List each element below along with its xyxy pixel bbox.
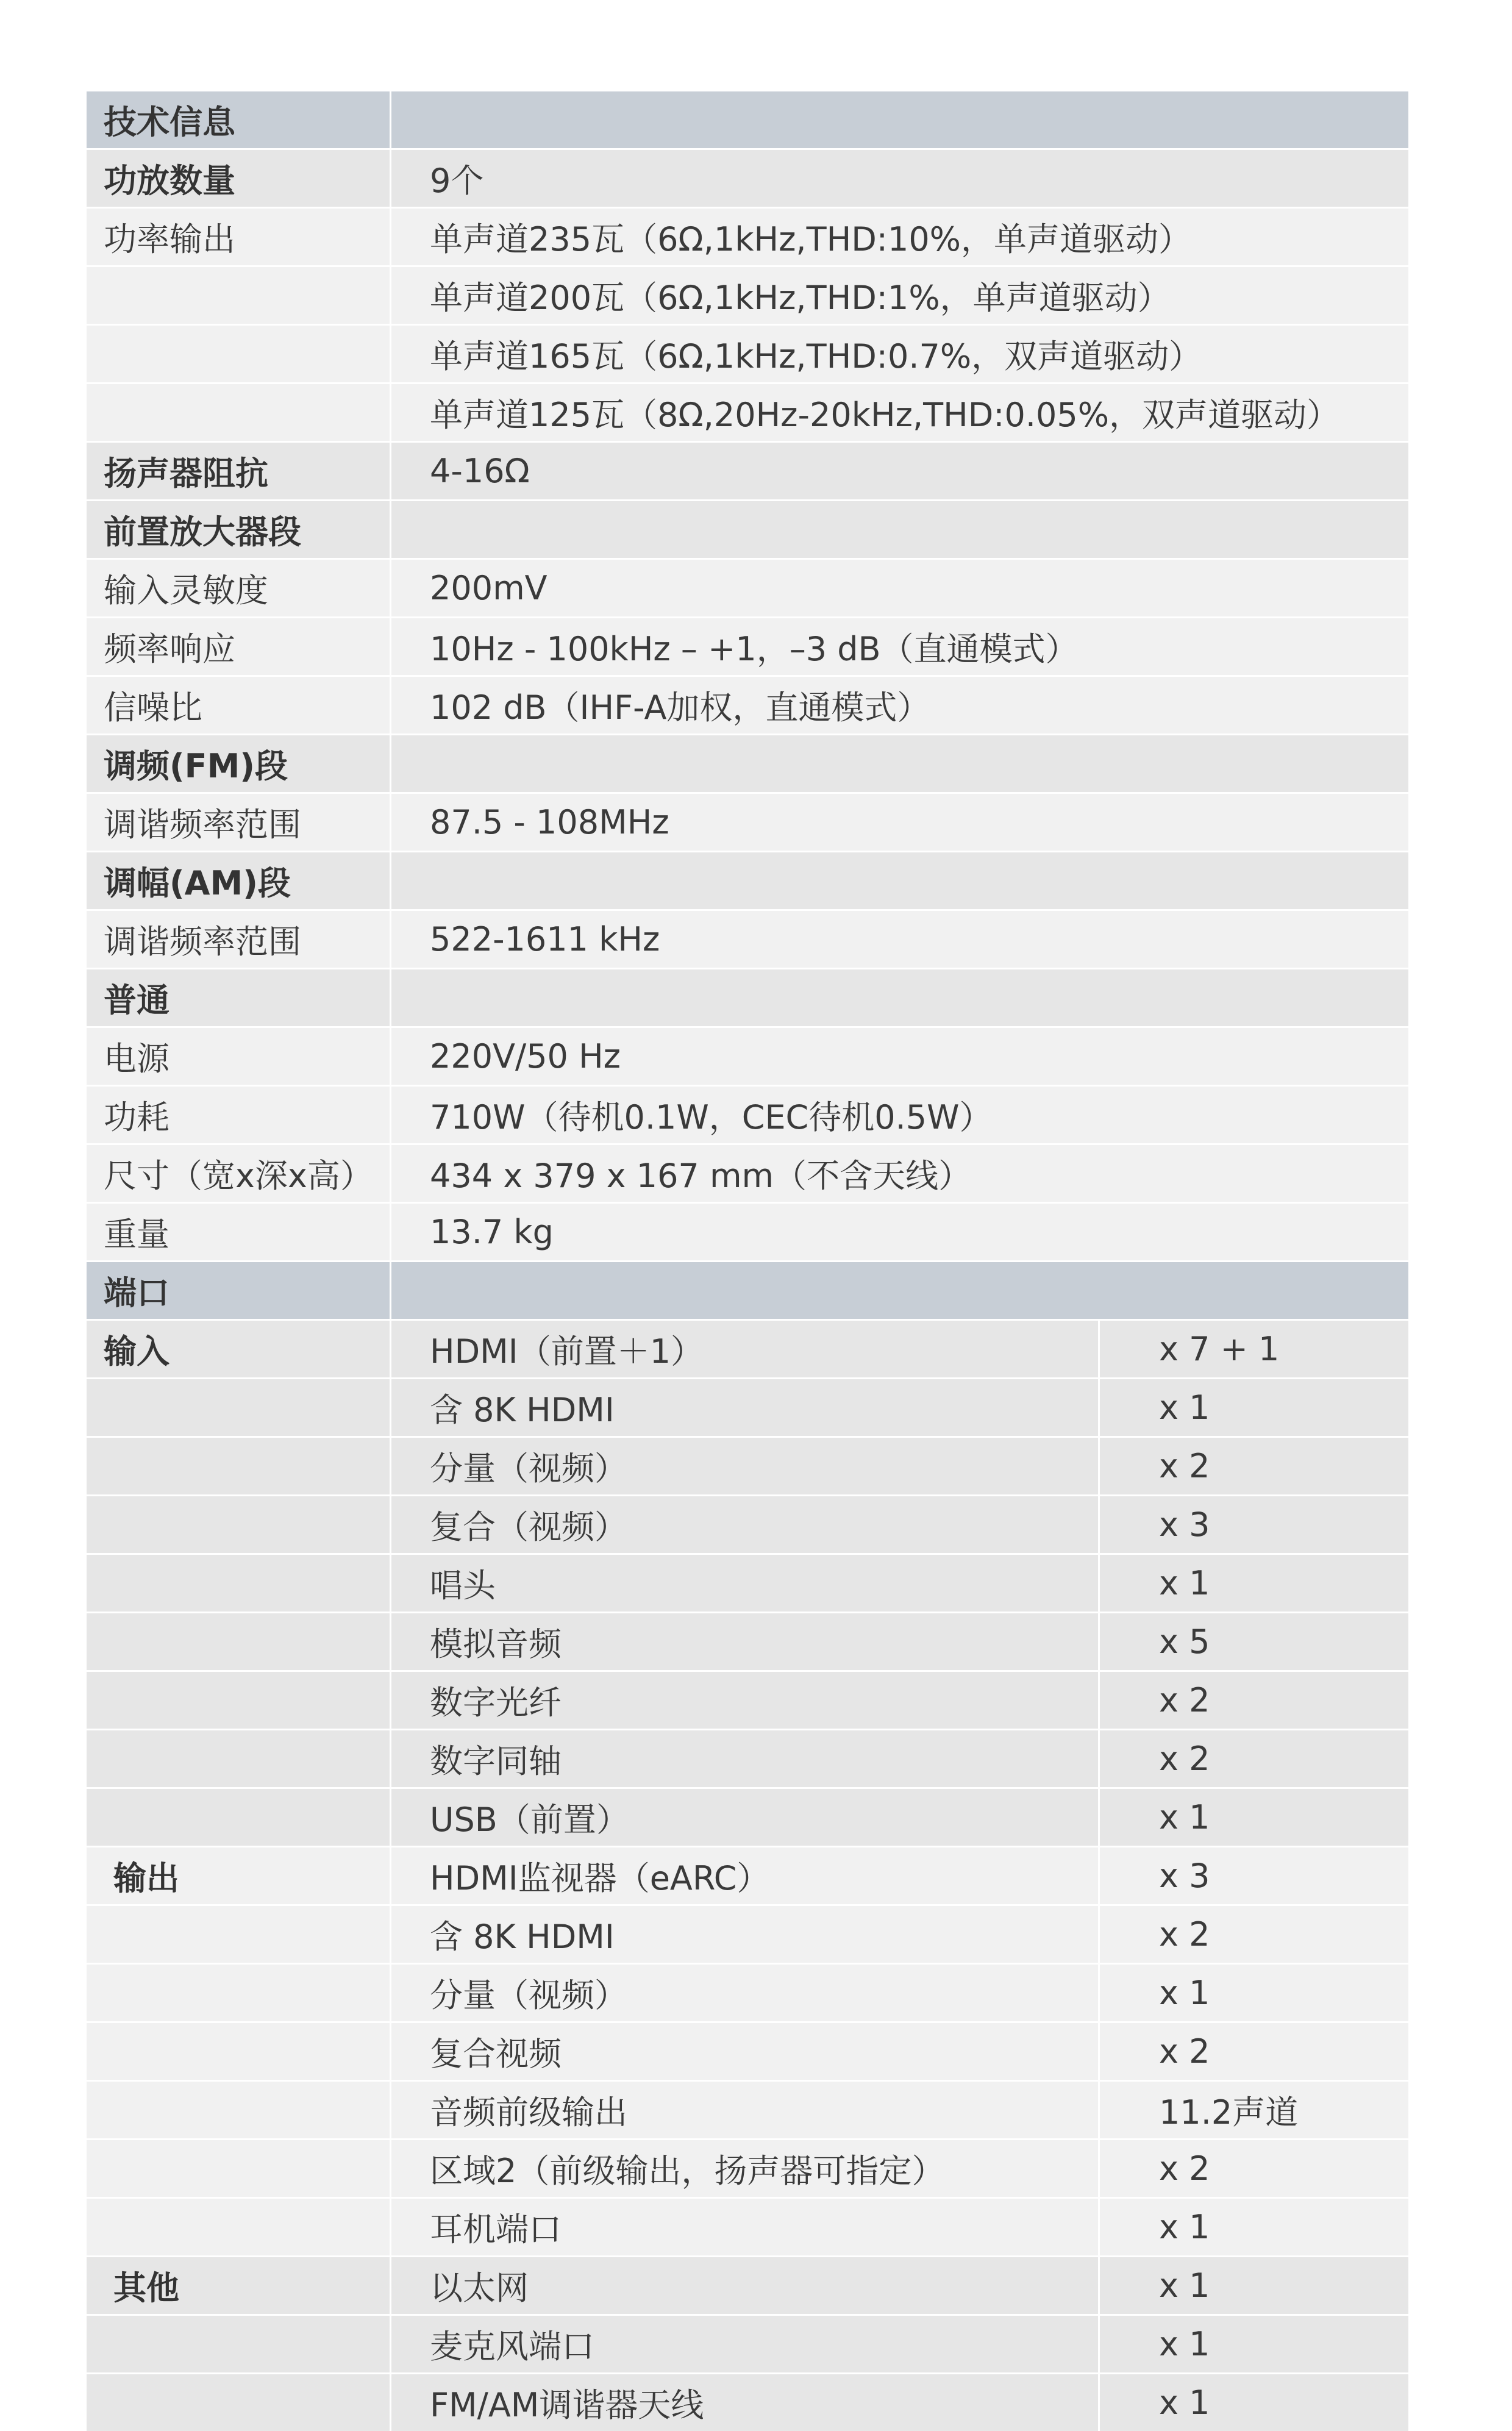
spec-label [87, 2316, 390, 2372]
spec-label [87, 384, 390, 441]
spec-value: 单声道235瓦（6Ω,1kHz,THD:10%，单声道驱动） [430, 220, 1191, 259]
spec-value [391, 735, 1408, 792]
spec-value: 麦克风端口 [430, 2327, 594, 2366]
spec-row [87, 1613, 1408, 1670]
spec-value: 含 8K HDMI [430, 1391, 615, 1429]
spec-value: 单声道200瓦（6Ω,1kHz,THD:1%，单声道驱动） [430, 279, 1171, 317]
spec-value: 710W（待机0.1W，CEC待机0.5W） [430, 1098, 993, 1137]
spec-value: 分量（视频） [430, 1976, 627, 2015]
spec-label [87, 1555, 390, 1612]
spec-value: HDMI监视器（eARC） [430, 1859, 770, 1897]
spec-quantity: x 3 [1159, 1857, 1210, 1895]
spec-label: 功耗 [104, 1098, 169, 1137]
spec-quantity: x 1 [1159, 1564, 1210, 1602]
spec-table [87, 91, 1408, 2431]
spec-label [87, 1438, 390, 1494]
spec-row [87, 1730, 1408, 1787]
spec-label [87, 1730, 390, 1787]
spec-quantity: x 2 [1159, 1740, 1210, 1778]
spec-value: 200mV [430, 569, 547, 607]
spec-label: 信噪比 [104, 688, 202, 727]
spec-value [391, 91, 1408, 148]
spec-label [87, 2023, 390, 2080]
section-header-row [87, 1262, 1408, 1319]
spec-label [87, 2082, 390, 2138]
spec-row [87, 1672, 1408, 1729]
spec-quantity: x 1 [1159, 2208, 1210, 2246]
spec-value: 220V/50 Hz [430, 1037, 621, 1076]
spec-row [87, 794, 1408, 851]
spec-label: 前置放大器段 [104, 513, 301, 551]
spec-value: 单声道125瓦（8Ω,20Hz-20kHz,THD:0.05%，双声道驱动） [430, 396, 1340, 434]
spec-value: 13.7 kg [430, 1213, 554, 1251]
spec-label [87, 267, 390, 324]
spec-row [87, 2316, 1408, 2372]
spec-label [87, 1613, 390, 1670]
spec-row [87, 2374, 1408, 2431]
spec-label [87, 1906, 390, 1963]
spec-value: 数字光纤 [430, 1683, 562, 1722]
spec-label: 功率输出 [104, 220, 235, 259]
spec-label: 其他 [113, 2269, 179, 2307]
spec-label: 输入 [104, 1332, 169, 1371]
spec-quantity: x 5 [1159, 1622, 1210, 1661]
spec-label [87, 2374, 390, 2431]
spec-row [87, 1204, 1408, 1260]
spec-label: 调幅(AM)段 [104, 864, 291, 902]
spec-label: 电源 [104, 1040, 169, 1078]
spec-label: 调谐频率范围 [104, 923, 301, 961]
spec-value: HDMI（前置＋1） [430, 1332, 704, 1371]
spec-row [87, 1496, 1408, 1553]
spec-value: 数字同轴 [430, 1742, 562, 1780]
spec-row [87, 2082, 1408, 2138]
spec-row [87, 1145, 1408, 1202]
spec-quantity: x 1 [1159, 1974, 1210, 2012]
spec-quantity: x 1 [1159, 1798, 1210, 1837]
spec-label: 调谐频率范围 [104, 805, 301, 844]
spec-row [87, 1965, 1408, 2021]
spec-row [87, 2140, 1408, 2197]
spec-row [87, 2199, 1408, 2255]
spec-row [87, 1087, 1408, 1143]
spec-quantity: x 1 [1159, 2325, 1210, 2363]
spec-row [87, 1379, 1408, 1436]
spec-label: 技术信息 [104, 103, 235, 141]
spec-label [87, 1496, 390, 1553]
spec-quantity: x 3 [1159, 1505, 1210, 1544]
spec-quantity: x 1 [1159, 2266, 1210, 2305]
spec-label [87, 1965, 390, 2021]
spec-value: 复合视频 [430, 2035, 562, 2073]
spec-value: 10Hz - 100kHz – +1，–3 dB（直通模式） [430, 630, 1079, 668]
spec-label: 频率响应 [104, 630, 235, 668]
spec-value: 以太网 [430, 2269, 529, 2307]
spec-label: 扬声器阻抗 [104, 454, 268, 493]
spec-value: 模拟音频 [430, 1625, 562, 1663]
spec-label: 端口 [104, 1274, 169, 1312]
spec-value: 4-16Ω [430, 452, 530, 490]
spec-label: 调频(FM)段 [104, 747, 288, 785]
spec-value: FM/AM调谐器天线 [430, 2386, 704, 2424]
spec-row [87, 1321, 1408, 1377]
spec-row [87, 443, 1408, 499]
spec-row [87, 677, 1408, 734]
spec-label [87, 2140, 390, 2197]
spec-value: 音频前级输出 [430, 2093, 627, 2132]
spec-row [87, 1847, 1408, 1904]
spec-value: 复合（视频） [430, 1508, 627, 1546]
spec-value: 唱头 [430, 1566, 496, 1605]
spec-label [87, 2199, 390, 2255]
spec-label [87, 1672, 390, 1729]
spec-row [87, 326, 1408, 382]
spec-quantity: x 2 [1159, 2149, 1210, 2188]
spec-row [87, 735, 1408, 792]
spec-label: 普通 [104, 981, 169, 1019]
spec-row [87, 267, 1408, 324]
spec-row [87, 969, 1408, 1026]
spec-value: USB（前置） [430, 1801, 629, 1839]
spec-value: 9个 [430, 162, 484, 200]
spec-value: 522-1611 kHz [430, 920, 660, 958]
spec-row [87, 2023, 1408, 2080]
spec-row [87, 1906, 1408, 1963]
spec-quantity: x 2 [1159, 1681, 1210, 1719]
spec-quantity: x 7 + 1 [1159, 1330, 1280, 1368]
spec-value [391, 501, 1408, 558]
spec-value: 耳机端口 [430, 2210, 562, 2249]
spec-row [87, 911, 1408, 968]
spec-label: 输入灵敏度 [104, 571, 268, 610]
spec-row [87, 1438, 1408, 1494]
spec-row [87, 2257, 1408, 2314]
spec-row [87, 1789, 1408, 1846]
spec-value [391, 852, 1408, 909]
spec-label [87, 1789, 390, 1846]
spec-label: 尺寸（宽x深x高） [104, 1157, 373, 1195]
spec-label [87, 326, 390, 382]
spec-label: 输出 [113, 1859, 179, 1897]
spec-quantity: x 2 [1159, 1447, 1210, 1485]
spec-quantity: x 2 [1159, 1915, 1210, 1954]
spec-quantity: x 1 [1159, 1388, 1210, 1427]
spec-row [87, 852, 1408, 909]
spec-row [87, 150, 1408, 207]
spec-value: 单声道165瓦（6Ω,1kHz,THD:0.7%，双声道驱动） [430, 337, 1202, 376]
spec-row [87, 560, 1408, 616]
spec-row [87, 618, 1408, 675]
spec-row [87, 501, 1408, 558]
section-header-row [87, 91, 1408, 148]
spec-value: 102 dB（IHF-A加权，直通模式） [430, 688, 930, 727]
spec-value: 分量（视频） [430, 1449, 627, 1488]
spec-value: 434 x 379 x 167 mm（不含天线） [430, 1157, 972, 1195]
spec-value [391, 1262, 1408, 1319]
spec-value: 87.5 - 108MHz [430, 803, 669, 841]
spec-row [87, 209, 1408, 265]
spec-label: 重量 [104, 1215, 169, 1254]
spec-value: 区域2（前级输出，扬声器可指定） [430, 2152, 945, 2190]
spec-row [87, 1555, 1408, 1612]
spec-quantity: x 1 [1159, 2383, 1210, 2422]
spec-row [87, 1028, 1408, 1085]
spec-value [391, 969, 1408, 1026]
spec-quantity: 11.2声道 [1159, 2093, 1299, 2132]
spec-label [87, 1379, 390, 1436]
spec-label: 功放数量 [104, 162, 235, 200]
spec-quantity: x 2 [1159, 2032, 1210, 2071]
spec-value: 含 8K HDMI [430, 1918, 615, 1956]
spec-row [87, 384, 1408, 441]
